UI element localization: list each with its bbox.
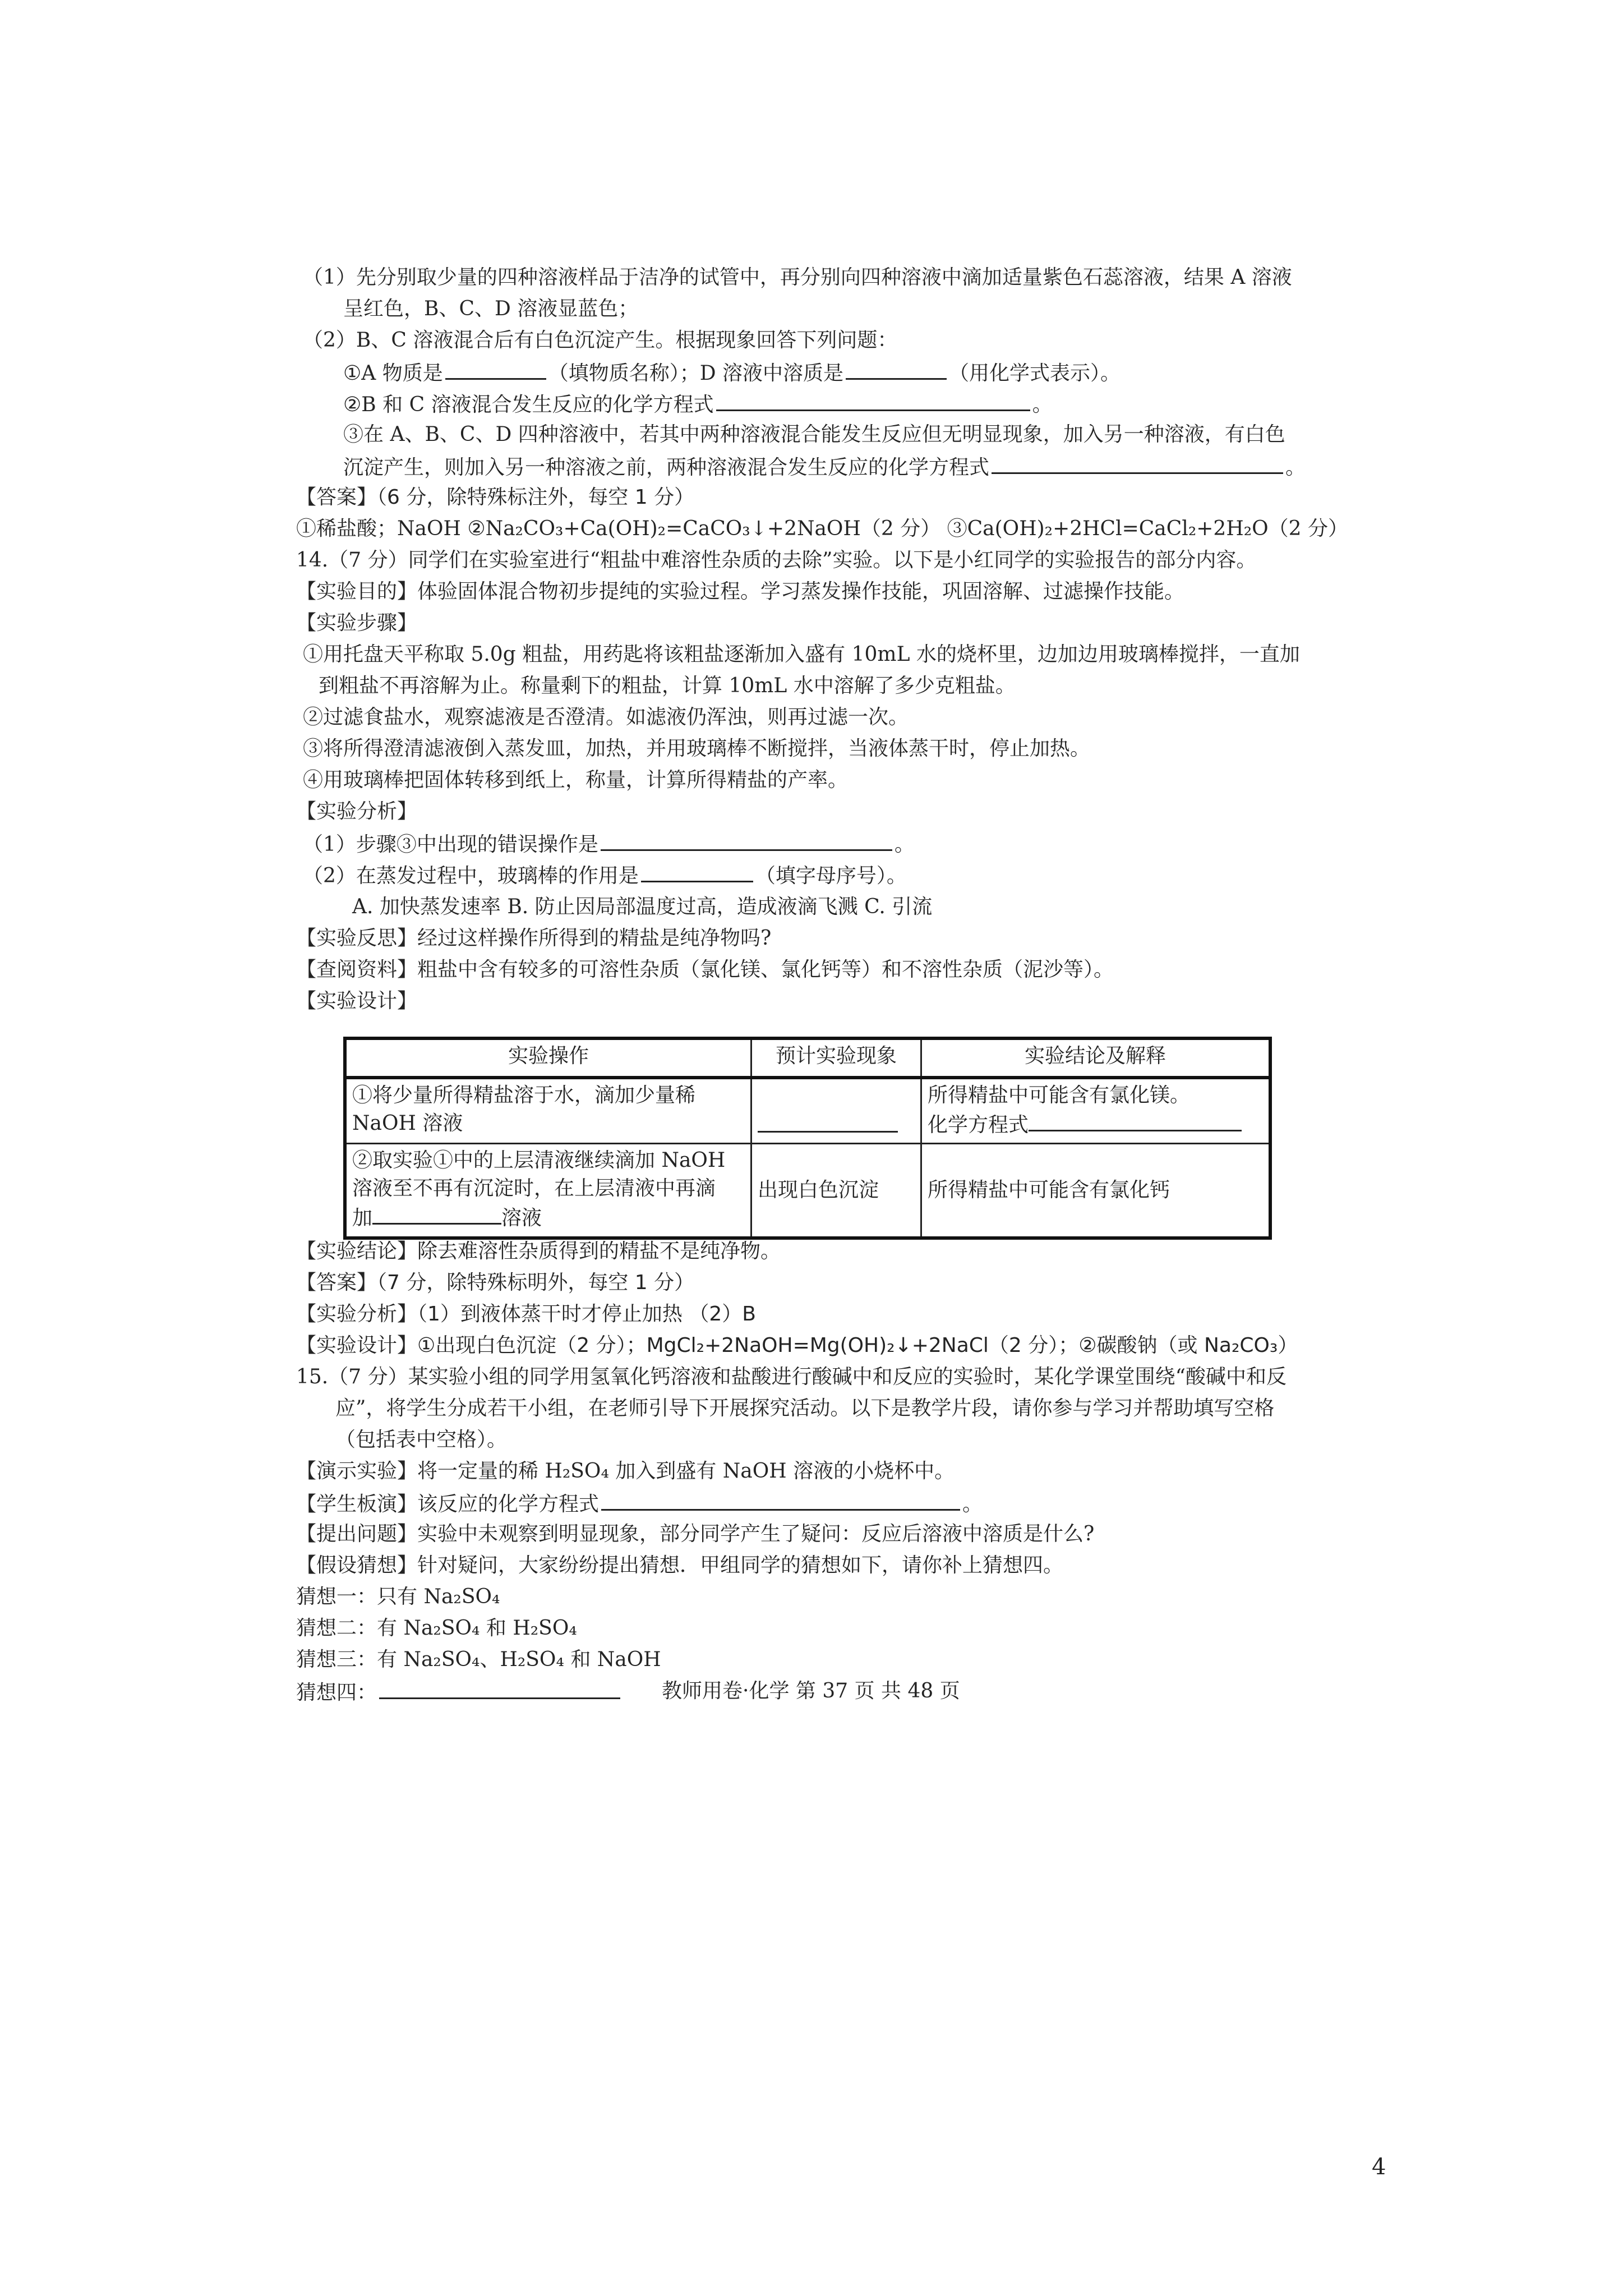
answer-blank[interactable] bbox=[641, 861, 753, 882]
table-cell bbox=[751, 1078, 921, 1144]
text-line: 【查阅资料】粗盐中含有较多的可溶性杂质（氯化镁、氯化钙等）和不溶性杂质（泥沙等）。 bbox=[296, 958, 1114, 981]
text-line: （2）B、C 溶液混合后有白色沉淀产生。根据现象回答下列问题： bbox=[303, 329, 898, 352]
answer-heading: 【答案】（6 分，除特殊标注外，每空 1 分） bbox=[296, 486, 695, 509]
answer-line: ①稀盐酸；NaOH ②Na₂CO₃+Ca(OH)₂=CaCO₃↓+2NaOH（2 分） ③Ca(OH)₂+2HCl=CaCl₂+2H₂O（2 分） bbox=[296, 517, 1349, 540]
text-line: 【假设猜想】针对疑问，大家纷纷提出猜想．甲组同学的猜想如下，请你补上猜想四。 bbox=[296, 1554, 1064, 1577]
text-line: （包括表中空格）。 bbox=[335, 1428, 508, 1451]
answer-blank[interactable] bbox=[758, 1111, 898, 1133]
answer-blank[interactable] bbox=[379, 1677, 620, 1699]
hypothesis-4: 猜想四： bbox=[296, 1677, 623, 1707]
hypothesis-3: 猜想三：有 Na₂SO₄、H₂SO₄ 和 NaOH bbox=[296, 1648, 661, 1671]
options-line: A. 加快蒸发速率 B. 防止因局部温度过高，造成液滴飞溅 C. 引流 bbox=[352, 895, 933, 918]
answer-blank[interactable] bbox=[601, 1489, 960, 1511]
answer-blank[interactable] bbox=[445, 358, 546, 380]
answer-blank[interactable] bbox=[1029, 1110, 1242, 1131]
text-line: ③在 A、B、C、D 四种溶液中，若其中两种溶液混合能发生反应但无明显现象，加入另一种溶液，有白色 bbox=[343, 423, 1285, 446]
text-line: 【实验结论】除去难溶性杂质得到的精盐不是纯净物。 bbox=[296, 1240, 781, 1263]
hypothesis-1: 猜想一：只有 Na₂SO₄ bbox=[296, 1585, 500, 1608]
answer-blank[interactable] bbox=[992, 452, 1283, 474]
answer-blank[interactable] bbox=[601, 829, 892, 851]
answer-blank[interactable] bbox=[846, 358, 947, 380]
answer-blank[interactable] bbox=[372, 1203, 501, 1225]
table-cell: ②取实验①中的上层清液继续滴加 NaOH 溶液至不再有沉淀时，在上层清液中再滴 加 溶液 bbox=[345, 1144, 751, 1238]
answer-line: 【实验设计】①出现白色沉淀（2 分）；MgCl₂+2NaOH=Mg(OH)₂↓+2NaCl（2 分）；②碳酸钠（或 Na₂CO₃） bbox=[296, 1334, 1298, 1357]
table-cell: ①将少量所得精盐溶于水，滴加少量稀 NaOH 溶液 bbox=[345, 1078, 751, 1144]
text-line: ③将所得澄清滤液倒入蒸发皿，加热，并用玻璃棒不断搅拌，当液体蒸干时，停止加热。 bbox=[303, 737, 1091, 760]
answer-line: 【实验分析】（1）到液体蒸干时才停止加热 （2）B bbox=[296, 1303, 756, 1326]
page-number: 4 bbox=[1372, 2154, 1386, 2180]
text-line: 【实验目的】体验固体混合物初步提纯的实验过程。学习蒸发操作技能，巩固溶解、过滤操作技能。 bbox=[296, 580, 1185, 603]
text-line: 应”，将学生分成若干小组，在老师引导下开展探究活动。以下是教学片段，请你参与学习并帮助填写空格 bbox=[335, 1397, 1275, 1420]
experiment-design-table bbox=[343, 1037, 1272, 1240]
text-line: 【提出问题】实验中未观察到明显现象，部分同学产生了疑问：反应后溶液中溶质是什么? bbox=[296, 1522, 1095, 1545]
section-heading: 【实验分析】 bbox=[296, 800, 418, 823]
text-line: ①A 物质是 （填物质名称）；D 溶液中溶质是 （用化学式表示）。 bbox=[343, 358, 1121, 388]
text-line: （2）在蒸发过程中，玻璃棒的作用是 （填字母序号）。 bbox=[303, 861, 907, 890]
table-cell: 出现白色沉淀 bbox=[751, 1144, 921, 1238]
question-15-header: 15.（7 分）某实验小组的同学用氢氧化钙溶液和盐酸进行酸碱中和反应的实验时，某化学课堂围绕“酸碱中和反 bbox=[296, 1365, 1287, 1388]
table-cell: 所得精盐中可能含有氯化镁。 化学方程式 bbox=[921, 1078, 1271, 1144]
table-cell: 所得精盐中可能含有氯化钙 bbox=[921, 1144, 1271, 1238]
text-line: 呈红色，B、C、D 溶液显蓝色； bbox=[343, 297, 639, 320]
text-line: 沉淀产生，则加入另一种溶液之前，两种溶液混合发生反应的化学方程式 。 bbox=[343, 452, 1306, 482]
text-line: 【演示实验】将一定量的稀 H₂SO₄ 加入到盛有 NaOH 溶液的小烧杯中。 bbox=[296, 1460, 955, 1483]
text-line: ④用玻璃棒把固体转移到纸上，称量，计算所得精盐的产率。 bbox=[303, 769, 849, 792]
text-line: ①用托盘天平称取 5.0g 粗盐，用药匙将该粗盐逐渐加入盛有 10mL 水的烧杯里，边加边用玻璃棒搅拌，一直加 bbox=[303, 643, 1300, 666]
hypothesis-2: 猜想二：有 Na₂SO₄ 和 H₂SO₄ bbox=[296, 1617, 577, 1640]
text-line: ②过滤食盐水，观察滤液是否澄清。如滤液仍浑浊，则再过滤一次。 bbox=[303, 706, 909, 729]
text-line: （1）先分别取少量的四种溶液样品于洁净的试管中，再分别向四种溶液中滴加适量紫色石蕊溶液，结果 A 溶液 bbox=[303, 266, 1292, 289]
text-line: （1）步骤③中出现的错误操作是 。 bbox=[303, 829, 915, 859]
section-heading: 【实验步骤】 bbox=[296, 611, 418, 634]
section-heading: 【实验设计】 bbox=[296, 990, 418, 1013]
text-line: 【学生板演】该反应的化学方程式 。 bbox=[296, 1489, 983, 1519]
text-line: 【实验反思】经过这样操作所得到的精盐是纯净物吗? bbox=[296, 927, 772, 950]
answer-blank[interactable] bbox=[716, 389, 1030, 411]
table-header: 实验操作 bbox=[345, 1038, 751, 1078]
answer-heading: 【答案】（7 分，除特殊标明外，每空 1 分） bbox=[296, 1271, 695, 1294]
page-footer: 教师用卷·化学 第 37 页 共 48 页 bbox=[662, 1680, 960, 1703]
text-line: 到粗盐不再溶解为止。称量剩下的粗盐，计算 10mL 水中溶解了多少克粗盐。 bbox=[319, 674, 1016, 697]
table-header: 实验结论及解释 bbox=[921, 1038, 1271, 1078]
question-14-header: 14.（7 分）同学们在实验室进行“粗盐中难溶性杂质的去除”实验。以下是小红同学的实验报告的部分内容。 bbox=[296, 549, 1257, 572]
table-header: 预计实验现象 bbox=[751, 1038, 921, 1078]
text-line: ②B 和 C 溶液混合发生反应的化学方程式 。 bbox=[343, 389, 1053, 419]
